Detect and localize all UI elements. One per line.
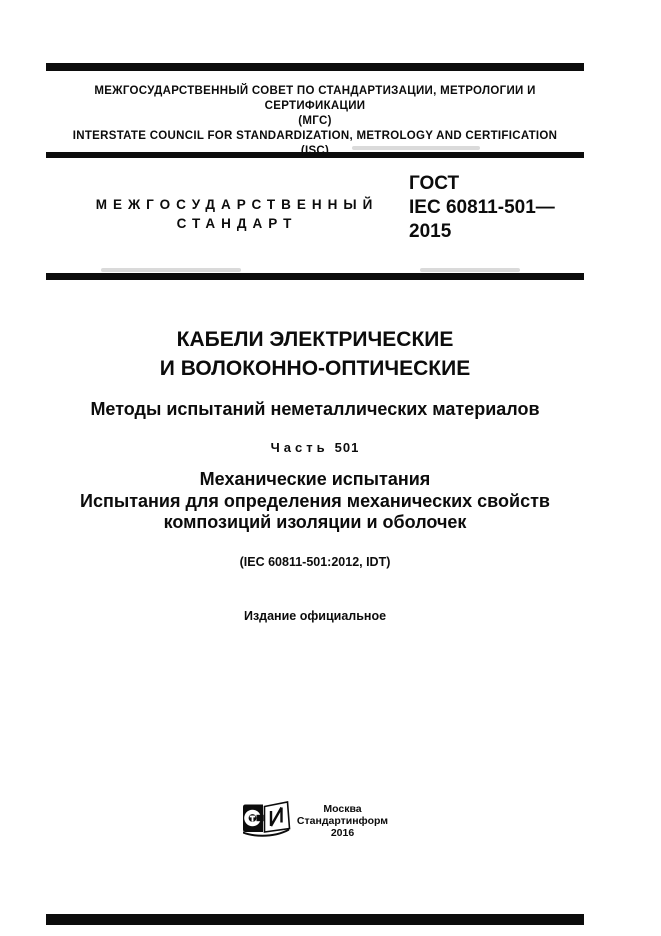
footer-rule [46,914,584,925]
imprint [270,804,415,839]
part-label: Часть [270,440,329,455]
document-title-line2: И ВОЛОКОННО-ОПТИЧЕСКИЕ [159,357,471,380]
part-number: 501 [334,440,360,455]
section-subtitle-line3: композиций изоляции и оболочек [163,512,467,532]
section-subtitle-line2: Испытания для определения механических свойств [80,490,550,511]
standard-kind [72,195,402,233]
imprint-publisher: Стандартинформ [296,814,389,827]
designation-bottom-rule [46,273,584,280]
document-title-line1: КАБЕЛИ ЭЛЕКТРИЧЕСКИЕ [176,328,454,351]
edition-note: Издание официальное [243,609,387,623]
standard-code-line2: IEC 60811-501— [409,197,555,218]
scan-artifact [101,268,241,272]
standard-kind-line2: СТАНДАРТ [176,216,298,231]
imprint-city: Москва [323,803,362,815]
council-name-ru: МЕЖГОСУДАРСТВЕННЫЙ СОВЕТ ПО СТАНДАРТИЗАЦИИ, МЕТРОЛОГИИ И СЕРТИФИКАЦИИ [94,85,536,112]
idt-note: (IEC 60811-501:2012, IDT) [239,555,391,569]
scan-artifact [420,268,520,272]
imprint-year: 2016 [330,826,355,839]
section-subtitle [46,469,584,534]
council-name-en: INTERSTATE COUNCIL FOR STANDARDIZATION, METROLOGY AND CERTIFICATION [72,130,558,142]
standard-code-line3: 2015 [409,221,452,242]
part-heading [46,440,584,455]
standard-code-line1: ГОСТ [409,173,460,194]
section-subtitle-line1: Механические испытания [199,469,431,489]
council-abbr-en: (ISC) [300,145,330,157]
standard-kind-line1: МЕЖГОСУДАРСТВЕННЫЙ [95,197,379,212]
document-title [46,325,584,383]
document-subtitle: Методы испытаний неметаллических материалов [90,399,540,419]
council-header [46,84,584,159]
council-abbr-ru: (МГС) [298,115,332,127]
top-rule [46,63,584,71]
standard-code [409,172,599,244]
